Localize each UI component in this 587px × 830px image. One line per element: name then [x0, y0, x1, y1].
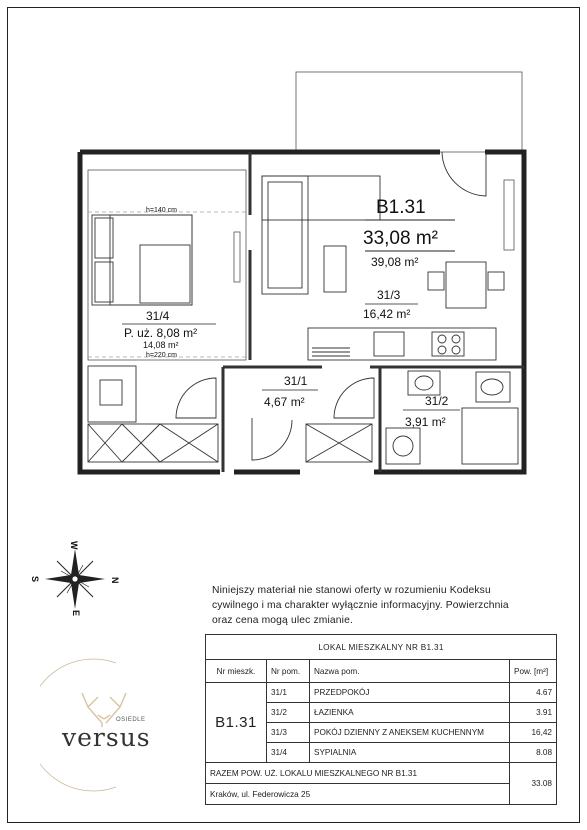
table-cell-room-no: 31/1	[267, 683, 310, 703]
table-cell-room-area: 8.08	[510, 743, 557, 763]
table-cell-room-name: SYPIALNIA	[310, 743, 510, 763]
table-cell-room-name: ŁAZIENKA	[310, 703, 510, 723]
balcony	[296, 72, 522, 152]
logo-name: versus	[62, 723, 151, 752]
room-area-31-3: 16,42 m²	[363, 307, 411, 321]
compass-s: S	[30, 576, 40, 583]
table-cell-room-name: POKÓJ DZIENNY Z ANEKSEM KUCHENNYM	[310, 723, 510, 743]
table-cell-room-area: 4.67	[510, 683, 557, 703]
room-legend-table	[205, 634, 557, 805]
table-cell-room-area: 3.91	[510, 703, 557, 723]
unit-area-secondary: 39,08 m²	[371, 255, 419, 269]
disclaimer	[212, 583, 562, 628]
unit-label: B1.31	[376, 197, 426, 218]
kitchen-counter	[308, 328, 496, 360]
table-cell-room-area: 16,42	[510, 723, 557, 743]
total-label: RAZEM POW. UŻ. LOKALU MIESZKALNEGO NR B1.31	[206, 763, 510, 784]
col-unit-header: Nr mieszk.	[206, 660, 267, 683]
table-cell-room-no: 31/3	[267, 723, 310, 743]
room-area-31-1: 4,67 m²	[264, 395, 305, 409]
col-area-header: Pow. [m²]	[510, 660, 557, 683]
address: Kraków, ul. Federowicza 25	[206, 784, 510, 805]
dining-table	[428, 262, 504, 308]
versus-logo	[40, 655, 180, 795]
col-room-header: Nr pom.	[267, 660, 310, 683]
total-value: 33.08	[510, 763, 557, 805]
room-area-31-2: 3,91 m²	[405, 415, 446, 429]
compass-w: W	[69, 541, 79, 550]
height-label-top: h=140 cm	[146, 207, 177, 214]
room-area-31-4: P. uż. 8,08 m²	[124, 326, 198, 340]
unit-cell: B1.31	[206, 683, 267, 763]
room-code-31-4: 31/4	[146, 309, 170, 323]
room-code-31-2: 31/2	[425, 394, 449, 408]
bed	[92, 215, 192, 305]
table-cell-room-no: 31/2	[267, 703, 310, 723]
room-code-31-3: 31/3	[377, 288, 401, 302]
compass-n: N	[110, 577, 120, 584]
logo-small-text: OSIEDLE	[116, 717, 146, 723]
room-area-31-4-extra: 14,08 m²	[143, 340, 179, 350]
table-cell-room-name: PRZEDPOKÓJ	[310, 683, 510, 703]
unit-area: 33,08 m²	[363, 228, 438, 249]
wardrobe	[88, 424, 372, 462]
height-label-bottom: h=220 cm	[146, 352, 177, 359]
compass-icon	[45, 549, 105, 609]
table-cell-room-no: 31/4	[267, 743, 310, 763]
disclaimer-line: oraz cena mogą ulec zmianie.	[212, 615, 353, 626]
room-code-31-1: 31/1	[284, 374, 308, 388]
disclaimer-line: Niniejszy materiał nie stanowi oferty w rozumieniu Kodeksu	[212, 585, 491, 596]
legend-title: LOKAL MIESZKALNY NR B1.31	[206, 635, 557, 660]
compass-e: E	[71, 610, 81, 617]
disclaimer-line: cywilnego i ma charakter wyłącznie informacyjny. Powierzchnia	[212, 600, 509, 611]
col-name-header: Nazwa pom.	[310, 660, 510, 683]
